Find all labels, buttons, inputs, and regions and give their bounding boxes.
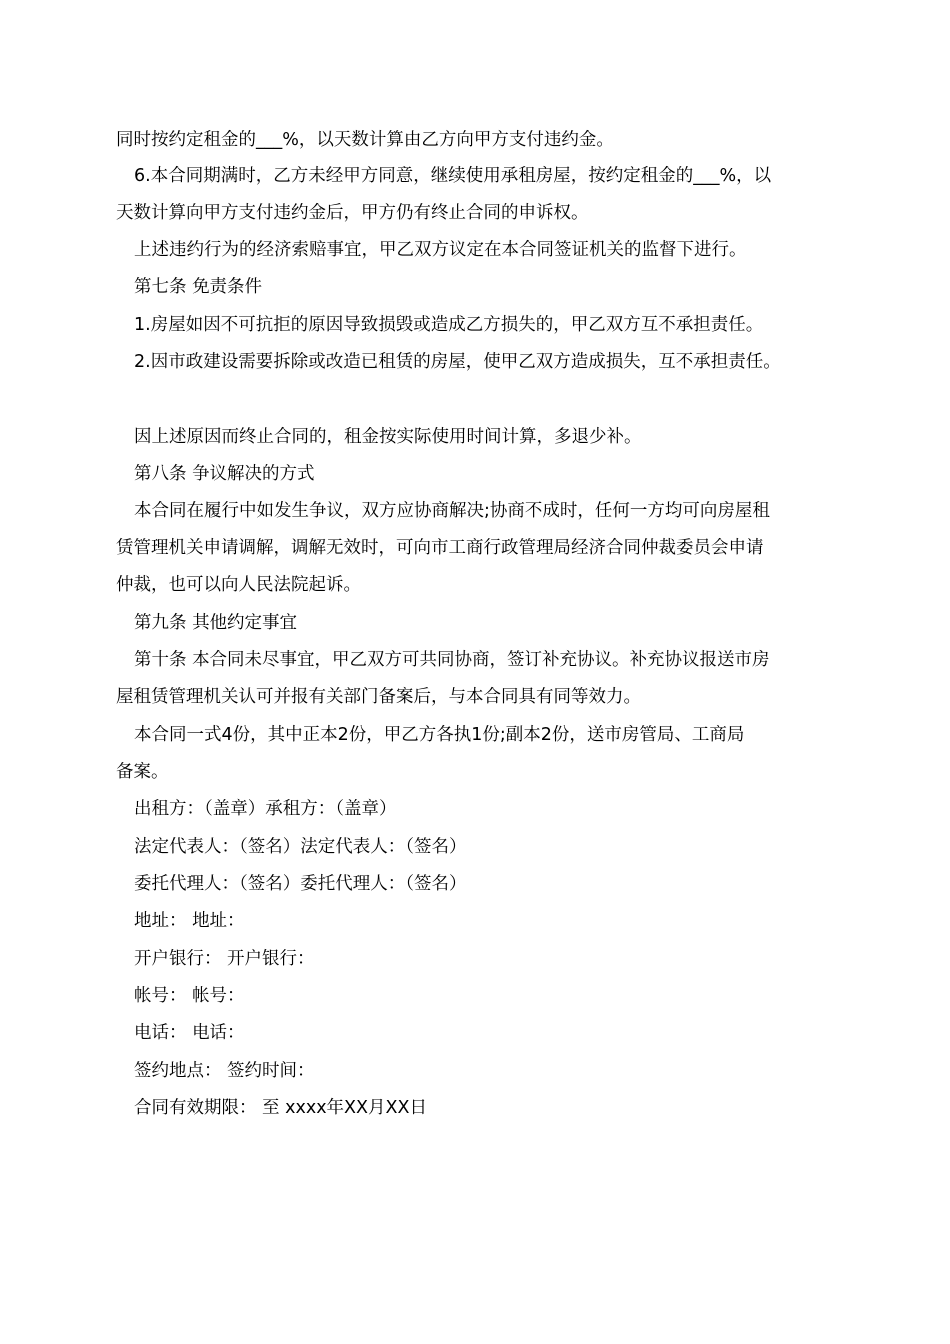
signature-line: 电话： 电话：	[134, 1023, 245, 1043]
signature-line: 法定代表人：（签名）法定代表人：（签名）	[134, 837, 467, 857]
signature-line: 委托代理人：（签名）委托代理人：（签名）	[134, 874, 467, 894]
signature-line: 帐号： 帐号：	[134, 986, 245, 1006]
paragraph-line: 上述违约行为的经济索赔事宜，甲乙双方议定在本合同签证机关的监督下进行。	[134, 240, 747, 260]
signature-line: 出租方：（盖章）承租方：（盖章）	[134, 799, 397, 819]
signature-line: 签约地点： 签约时间：	[134, 1061, 315, 1081]
paragraph-line: 因上述原因而终止合同的，租金按实际使用时间计算，多退少补。	[134, 427, 642, 447]
paragraph-line: 本合同在履行中如发生争议，双方应协商解决;协商不成时，任何一方均可向房屋租	[134, 501, 770, 521]
paragraph-line: 备案。	[116, 762, 169, 782]
paragraph-line: 天数计算向甲方支付违约金后，甲方仍有终止合同的申诉权。	[116, 203, 589, 223]
paragraph-line: 第十条 本合同未尽事宜，甲乙双方可共同协商，签订补充协议。补充协议报送市房	[134, 650, 770, 670]
paragraph-line: 同时按约定租金的___%，以天数计算由乙方向甲方支付违约金。	[116, 130, 614, 150]
paragraph-line: 屋租赁管理机关认可并报有关部门备案后，与本合同具有同等效力。	[116, 687, 641, 707]
signature-line: 地址： 地址：	[134, 911, 245, 931]
paragraph-line: 6.本合同期满时，乙方未经甲方同意，继续使用承租房屋，按约定租金的___%，以	[134, 166, 772, 186]
section-heading: 第七条 免责条件	[134, 277, 263, 297]
section-heading: 第九条 其他约定事宜	[134, 613, 298, 633]
section-heading: 第八条 争议解决的方式	[134, 464, 315, 484]
paragraph-line: 赁管理机关申请调解，调解无效时，可向市工商行政管理局经济合同仲裁委员会申请	[116, 538, 764, 558]
paragraph-line: 本合同一式4份，其中正本2份，甲乙方各执1份;副本2份，送市房管局、工商局	[134, 725, 745, 745]
paragraph-line: 仲裁，也可以向人民法院起诉。	[116, 575, 361, 595]
signature-line: 合同有效期限： 至 xxxx年XX月XX日	[134, 1098, 428, 1118]
paragraph-line: 2.因市政建设需要拆除或改造已租赁的房屋，使甲乙双方造成损失，互不承担责任。	[134, 352, 781, 372]
signature-line: 开户银行： 开户银行：	[134, 949, 315, 969]
paragraph-line: 1.房屋如因不可抗拒的原因导致损毁或造成乙方损失的，甲乙双方互不承担责任。	[134, 315, 764, 335]
